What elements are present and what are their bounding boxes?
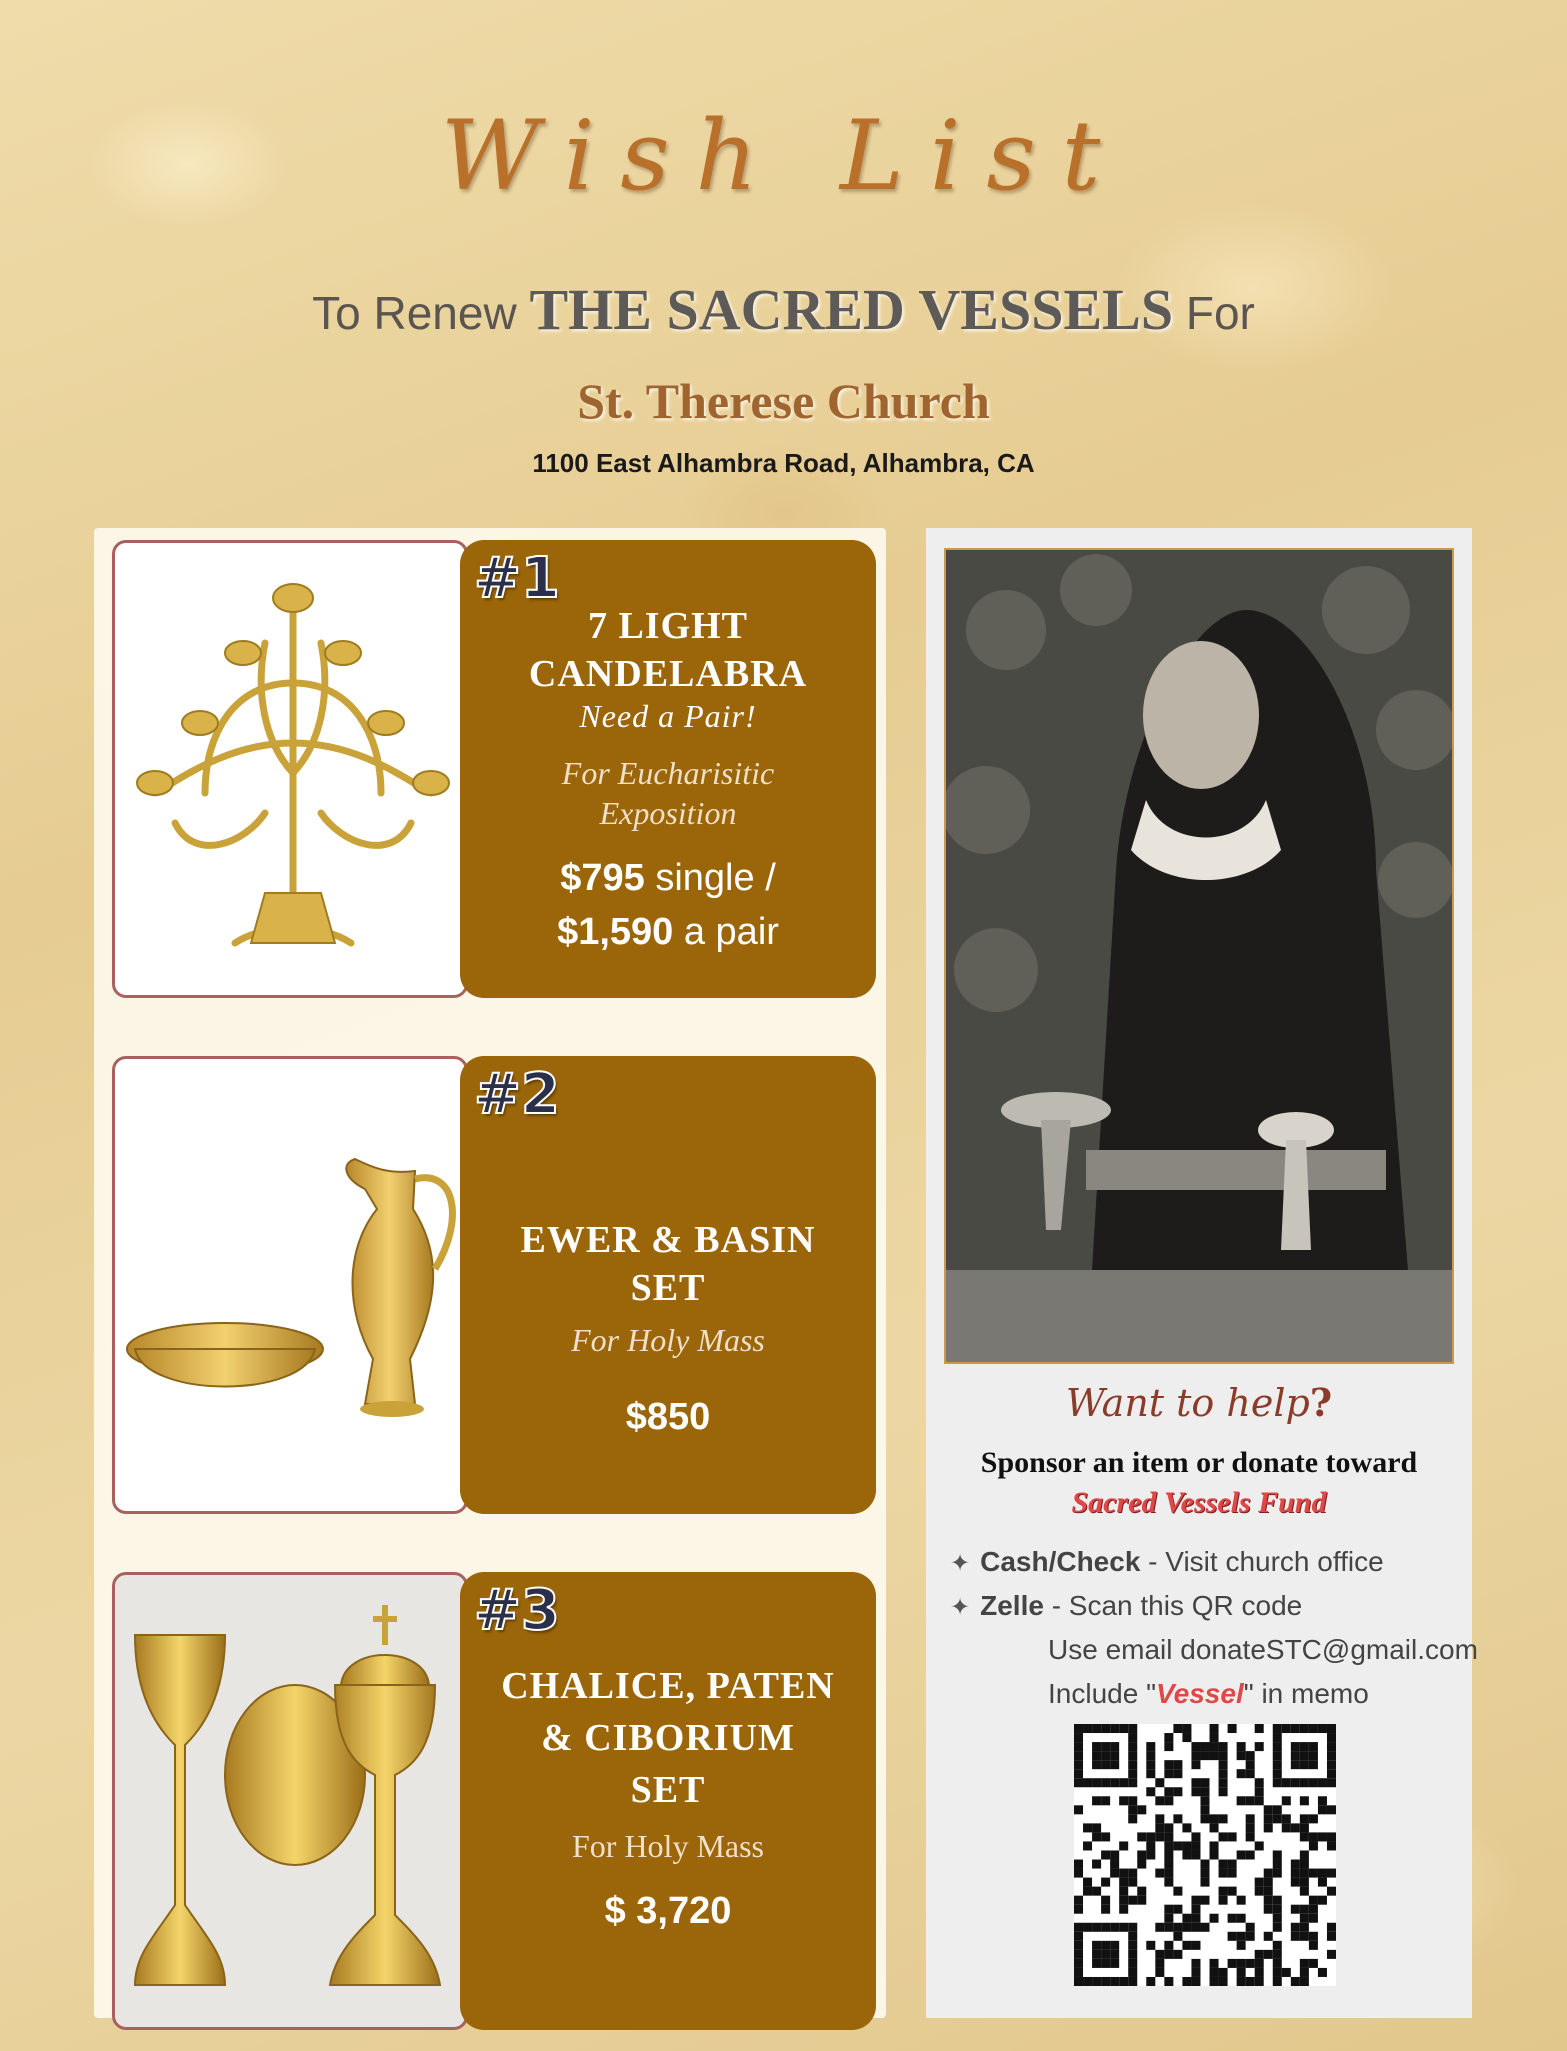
item-name-line1: EWER & BASIN	[520, 1219, 816, 1261]
item-price-single	[460, 851, 876, 905]
item-special-note: Need a Pair!	[579, 698, 757, 734]
item-name-line1: 7 LIGHT	[587, 605, 749, 647]
option-cash-check	[950, 1546, 1384, 1578]
item-price: $ 3,720	[604, 1890, 732, 1932]
memo-prefix: Include "	[1048, 1678, 1157, 1709]
bullet-star-icon: ✦	[950, 1550, 971, 1577]
wish-item-candelabra	[112, 540, 876, 998]
item-purpose: For Holy Mass	[571, 1828, 764, 1864]
zelle-email-line: Use email donateSTC@gmail.com	[1048, 1634, 1478, 1665]
price-pair-suffix: a pair	[683, 911, 779, 953]
price-pair-amount: $1,590	[557, 911, 674, 953]
option-cash-label: Cash/Check	[980, 1546, 1141, 1577]
church-name: St. Therese Church	[577, 373, 990, 429]
church-address: 1100 East Alhambra Road, Alhambra, CA	[532, 448, 1035, 478]
item-name-line1: CHALICE, PATEN	[501, 1665, 835, 1707]
help-heading	[926, 1380, 1472, 1425]
st-therese-photo	[944, 548, 1454, 1364]
subtitle-prefix: To Renew	[312, 287, 517, 339]
price-single-suffix: single /	[655, 857, 776, 899]
sponsor-text: Sponsor an item or donate toward	[980, 1446, 1418, 1479]
zelle-memo-line	[1048, 1678, 1369, 1710]
ewer-basin-image	[112, 1056, 468, 1514]
item-purpose-line1: For Eucharisitic	[561, 755, 775, 791]
option-cash-text: - Visit church office	[1140, 1546, 1384, 1577]
item-purpose: For Holy Mass	[571, 1322, 765, 1358]
donation-panel	[926, 528, 1478, 2018]
option-zelle	[950, 1590, 1302, 1622]
wish-item-ewer-basin	[112, 1056, 876, 1514]
option-zelle-label: Zelle	[980, 1590, 1044, 1621]
subtitle-main: THE SACRED VESSELS	[529, 277, 1174, 342]
item-name-line2: CANDELABRA	[528, 653, 808, 695]
subtitle	[0, 276, 1567, 343]
item-number: #2	[474, 1062, 560, 1127]
chalice-set-image	[112, 1572, 468, 2030]
item-name-line2: & CIBORIUM	[541, 1717, 795, 1759]
item-name-line2: SET	[630, 1267, 706, 1309]
item-price: $850	[625, 1396, 711, 1438]
candelabra-card	[460, 540, 876, 998]
help-heading-text: Want to help	[1065, 1381, 1310, 1425]
price-single-amount: $795	[560, 857, 645, 899]
item-number: #1	[474, 546, 560, 611]
help-heading-mark: ?	[1309, 1380, 1333, 1425]
item-price-pair	[460, 905, 876, 959]
item-purpose-line2: Exposition	[599, 795, 737, 831]
item-number: #3	[474, 1578, 560, 1643]
option-zelle-text: - Scan this QR code	[1043, 1590, 1303, 1621]
memo-suffix: " in memo	[1243, 1678, 1369, 1709]
candelabra-image	[112, 540, 468, 998]
memo-word: Vessel	[1156, 1678, 1244, 1709]
item-name-line3: SET	[630, 1769, 706, 1811]
zelle-qr-code[interactable]	[1074, 1724, 1336, 1986]
page-title: Wish List	[440, 100, 1127, 212]
ewer-basin-card	[460, 1056, 876, 1514]
fund-name: Sacred Vessels Fund	[1071, 1486, 1327, 1519]
bullet-star-icon: ✦	[950, 1594, 971, 1621]
wish-item-chalice-set	[112, 1572, 876, 2030]
subtitle-suffix: For	[1185, 287, 1255, 339]
chalice-set-card	[460, 1572, 876, 2030]
